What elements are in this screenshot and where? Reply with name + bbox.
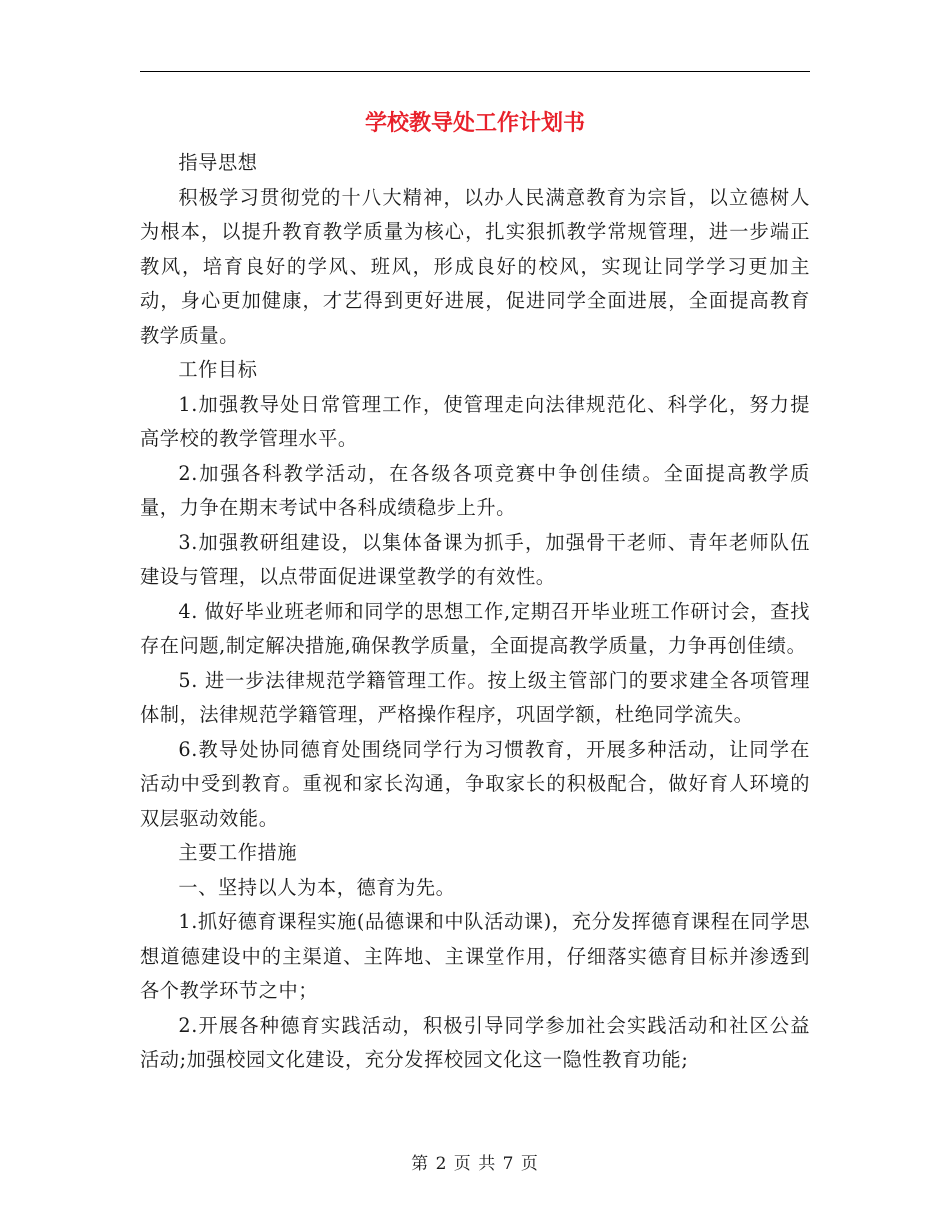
section-heading-guiding-ideology: 指导思想 <box>178 151 258 174</box>
header-rule <box>140 71 810 72</box>
goal-item-1: 1.加强教导处日常管理工作，使管理走向法律规范化、科学化，努力提高学校的教学管理水平。 <box>140 392 810 450</box>
goal-item-2: 2.加强各科教学活动，在各级各项竞赛中争创佳绩。全面提高教学质量，力争在期末考试中各科成绩稳步上升。 <box>140 461 810 519</box>
measure-item-1: 1.抓好德育课程实施(品德课和中队活动课)，充分发挥德育课程在同学思想道德建设中的主渠道、主阵地、主课堂作用，仔细落实德育目标并渗透到各个教学环节之中； <box>140 910 810 1002</box>
goal-item-6: 6.教导处协同德育处围绕同学行为习惯教育，开展多种活动，让同学在活动中受到教育。重视和家长沟通，争取家长的积极配合，做好育人环境的双层驱动效能。 <box>140 737 810 830</box>
goal-item-4: 4. 做好毕业班老师和同学的思想工作,定期召开毕业班工作研讨会，查找存在问题,制定解决措施,确保教学质量，全面提高教学质量，力争再创佳绩。 <box>140 599 810 657</box>
goal-item-3: 3.加强教研组建设，以集体备课为抓手，加强骨干老师、青年老师队伍建设与管理，以点带面促进课堂教学的有效性。 <box>140 530 810 588</box>
section-heading-main-measures: 主要工作措施 <box>178 841 298 864</box>
subsection-heading-1: 一、坚持以人为本，德育为先。 <box>178 875 456 899</box>
document-title: 学校教导处工作计划书 <box>364 110 585 136</box>
document-body <box>140 146 810 1078</box>
page-number: 第 2 页 共 7 页 <box>411 1154 539 1174</box>
section-heading-work-goals: 工作目标 <box>178 358 258 381</box>
paragraph: 积极学习贯彻党的十八大精神，以办人民满意教育为宗旨，以立德树人为根本，以提升教育教学质量为核心，扎实狠抓教学常规管理，进一步端正教风，培育良好的学风、班风，形成良好的校风，实现让同学学习更加主动，身心更加健康，才艺得到更好进展，促进同学全面进展，全面提高教育教学质量。 <box>140 185 810 347</box>
goal-item-5: 5. 进一步法律规范学籍管理工作。按上级主管部门的要求建全各项管理体制，法律规范学籍管理，严格操作程序，巩固学额，杜绝同学流失。 <box>140 668 810 726</box>
measure-item-2: 2.开展各种德育实践活动，积极引导同学参加社会实践活动和社区公益活动;加强校园文化建设，充分发挥校园文化这一隐性教育功能; <box>140 1013 810 1071</box>
